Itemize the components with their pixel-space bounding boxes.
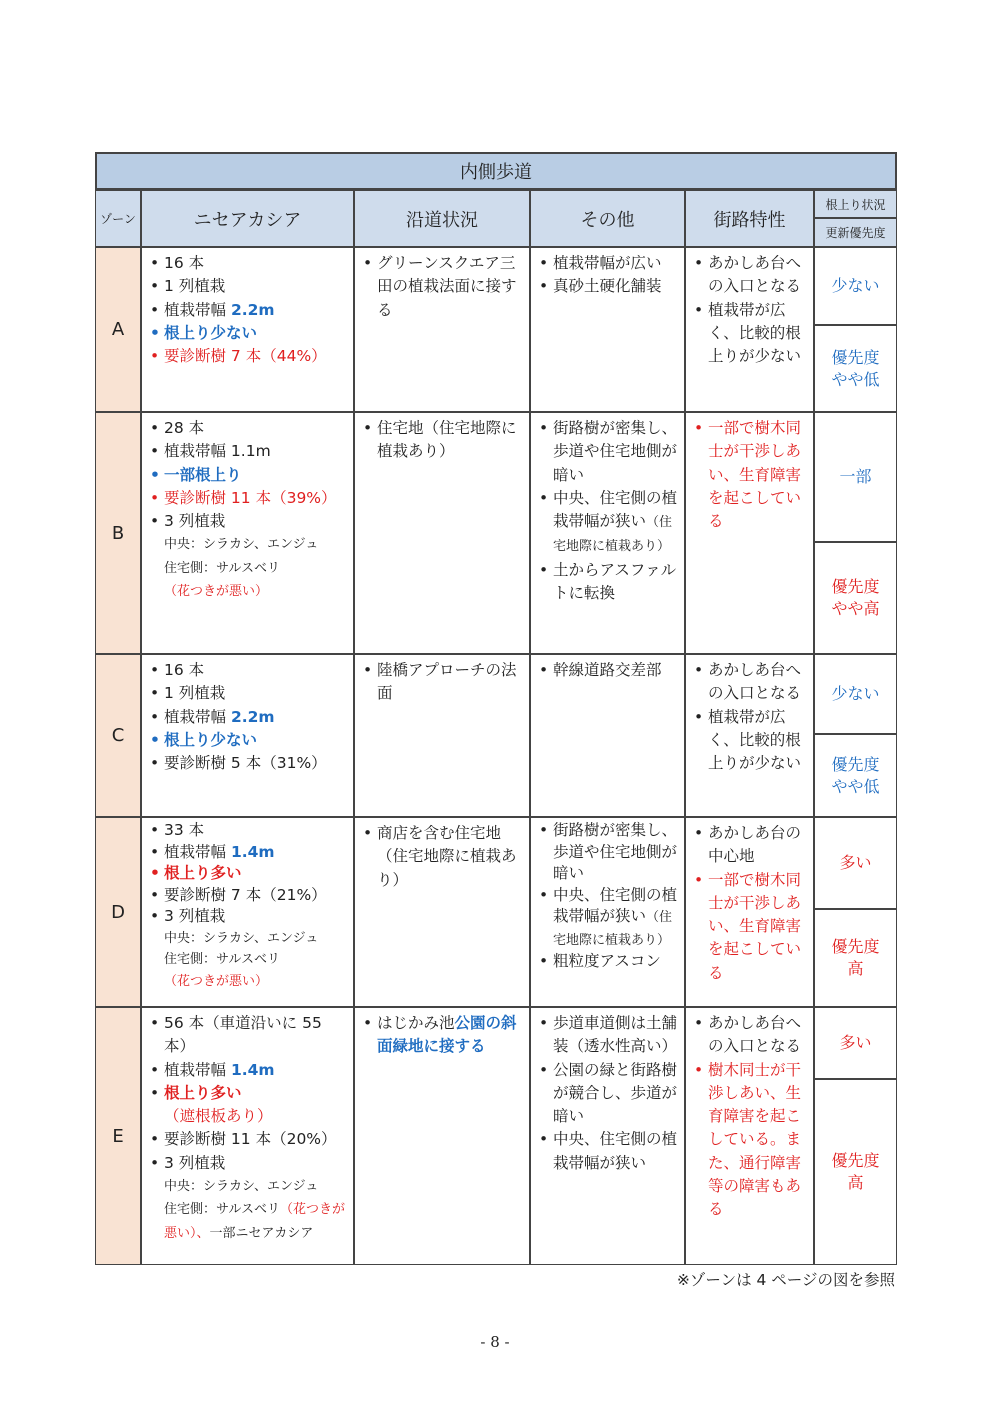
priority-cell: 優先度 高: [814, 909, 897, 1007]
street-cell: • あかしあ台への入口となる • 樹木同士が干渉しあい、生育障害を起こしている。また、通行障害等の障害もある: [685, 1007, 814, 1265]
header-roadside: 沿道状況: [354, 190, 530, 247]
street-cell: • あかしあ台への入口となる • 植栽帯が広く、比較的根上りが少ない: [685, 654, 814, 817]
priority-cell: 優先度 やや低: [814, 734, 897, 817]
zone-label: C: [95, 654, 141, 817]
roadside-cell: • グリーンスクエア三田の植栽法面に接する: [354, 247, 530, 412]
rootup-cell: 多い: [814, 1007, 897, 1079]
street-cell: • あかしあ台への入口となる • 植栽帯が広く、比較的根上りが少ない: [685, 247, 814, 412]
other-cell: • 幹線道路交差部: [530, 654, 685, 817]
tree-cell: • 28 本 • 植栽帯幅 1.1m • 一部根上り • 要診断樹 11 本（39%） • 3 列植栽 中央：シラカシ、エンジュ 住宅側：サルスベリ （花つきが悪い）: [141, 412, 354, 654]
street-cell: • 一部で樹木同士が干渉しあい、生育障害を起こしている: [685, 412, 814, 654]
header-zone: ゾーン: [95, 190, 141, 247]
rootup-cell: 一部: [814, 412, 897, 542]
header-tree: ニセアカシア: [141, 190, 354, 247]
rootup-cell: 少ない: [814, 654, 897, 734]
rootup-cell: 少ない: [814, 247, 897, 325]
street-cell: • あかしあ台の中心地 • 一部で樹木同士が干渉しあい、生育障害を起こしている: [685, 817, 814, 1007]
tree-cell: • 16 本 • 1 列植栽 • 植栽帯幅 2.2m • 根上り少ない • 要診断樹 7 本（44%）: [141, 247, 354, 412]
tree-cell: • 56 本（車道沿いに 55 本） • 植栽帯幅 1.4m • 根上り多い（遮根板あり） • 要診断樹 11 本（20%） • 3 列植栽 中央：シラカシ、エンジュ 住宅側：サルスベリ（花つきが悪い）、一部ニセアカシア: [141, 1007, 354, 1265]
zone-label: B: [95, 412, 141, 654]
other-cell: • 植栽帯幅が広い • 真砂土硬化舗装: [530, 247, 685, 412]
roadside-cell: • 陸橋アプローチの法面: [354, 654, 530, 817]
priority-cell: 優先度 やや低: [814, 325, 897, 412]
roadside-cell: • はじかみ池公園の斜面緑地に接する: [354, 1007, 530, 1265]
zone-reference-note: ※ゾーンは 4 ページの図を参照: [676, 1271, 895, 1289]
tree-cell: • 16 本 • 1 列植栽 • 植栽帯幅 2.2m • 根上り少ない • 要診断樹 5 本（31%）: [141, 654, 354, 817]
table-title: 内側歩道: [95, 152, 897, 190]
priority-cell: 優先度 やや高: [814, 542, 897, 654]
other-cell: • 街路樹が密集し、歩道や住宅地側が暗い • 中央、住宅側の植栽帯幅が狭い（住宅地際に植栽あり） • 粗粒度アスコン: [530, 817, 685, 1007]
zone-label: E: [95, 1007, 141, 1265]
header-other: その他: [530, 190, 685, 247]
tree-cell: • 33 本 • 植栽帯幅 1.4m • 根上り多い • 要診断樹 7 本（21%） • 3 列植栽 中央：シラカシ、エンジュ 住宅側：サルスベリ （花つきが悪い）: [141, 817, 354, 1007]
roadside-cell: • 商店を含む住宅地（住宅地際に植栽あり）: [354, 817, 530, 1007]
header-street: 街路特性: [685, 190, 814, 247]
priority-cell: 優先度 高: [814, 1079, 897, 1265]
roadside-cell: • 住宅地（住宅地際に植栽あり）: [354, 412, 530, 654]
page-number: - 8 -: [480, 1333, 510, 1351]
other-cell: • 街路樹が密集し、歩道や住宅地側が暗い • 中央、住宅側の植栽帯幅が狭い（住宅地際に植栽あり） • 土からアスファルトに転換: [530, 412, 685, 654]
other-cell: • 歩道車道側は土舗装（透水性高い） • 公園の緑と街路樹が競合し、歩道が暗い • 中央、住宅側の植栽帯幅が狭い: [530, 1007, 685, 1265]
header-rootup: 根上り状況: [814, 190, 897, 218]
zone-label: A: [95, 247, 141, 412]
header-priority: 更新優先度: [814, 218, 897, 247]
zone-label: D: [95, 817, 141, 1007]
rootup-cell: 多い: [814, 817, 897, 909]
